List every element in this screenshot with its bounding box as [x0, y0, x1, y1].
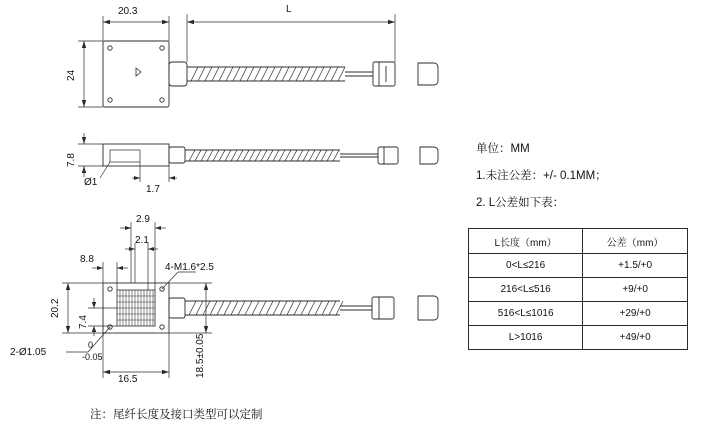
dim-label-front-f: 16.5 [118, 374, 138, 385]
table-row [469, 254, 688, 278]
note-general-tolerance: 1.未注公差：+/- 0.1MM； [476, 170, 607, 182]
tolerance-lower: -0.05 [82, 352, 103, 362]
table-row [469, 302, 688, 326]
dim-label-side-diameter: Ø1 [84, 177, 98, 188]
table-row [469, 278, 688, 302]
dim-label-front-b: 2.1 [135, 235, 149, 246]
dim-label-top-width: 20.3 [118, 6, 138, 17]
dim-label-front-c: 8.8 [80, 254, 94, 265]
dim-label-front-d: 20.2 [50, 298, 61, 318]
dim-label-side-offset: 1.7 [146, 184, 160, 195]
dim-label-front-e: 7.4 [78, 315, 89, 329]
dim-label-top-length: L [286, 4, 292, 15]
dim-label-top-height: 24 [66, 69, 77, 81]
table-cell-length: L>1016 [469, 326, 583, 350]
thread-callout: 4-M1.6*2.5 [165, 262, 214, 273]
table-header-length: L长度（mm） [469, 229, 583, 254]
hole-callout: 2-Ø1.05 [10, 347, 47, 358]
tolerance-upper: 0 [88, 340, 94, 350]
dim-label-front-depth: 18.5±0.05 [195, 333, 206, 378]
table-header-row [469, 229, 688, 254]
table-cell-length: 516<L≤1016 [469, 302, 583, 326]
dim-label-front-a: 2.9 [136, 214, 150, 225]
tolerance-table [468, 228, 688, 350]
note-unit: 单位：MM [476, 143, 530, 155]
table-row [469, 326, 688, 350]
table-cell-tolerance: +49/+0 [583, 326, 688, 350]
table-header-tolerance: 公差（mm） [583, 229, 688, 254]
table-cell-tolerance: +29/+0 [583, 302, 688, 326]
table-cell-tolerance: +9/+0 [583, 278, 688, 302]
table-cell-length: 0<L≤216 [469, 254, 583, 278]
note-bottom: 注：尾纤长度及接口类型可以定制 [90, 409, 263, 421]
note-length-tolerance: 2. L公差如下表： [476, 197, 565, 209]
table-cell-tolerance: +1.5/+0 [583, 254, 688, 278]
dim-label-side-height: 7.8 [66, 153, 77, 167]
table-cell-length: 216<L≤516 [469, 278, 583, 302]
